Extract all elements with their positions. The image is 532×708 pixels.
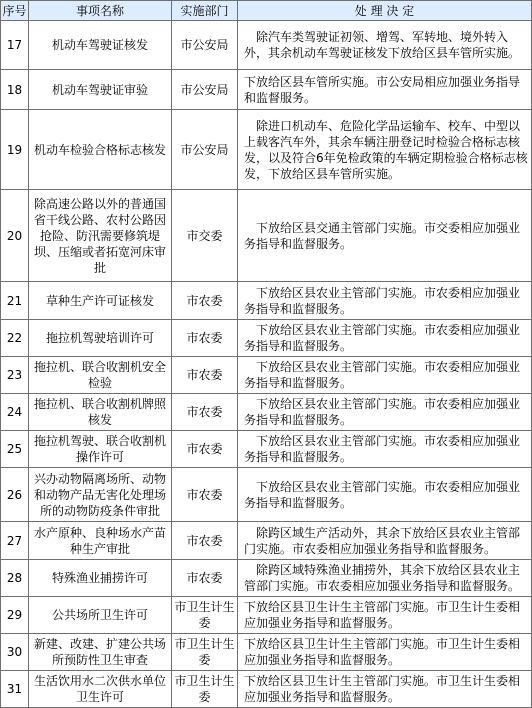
row-seq: 18 <box>1 70 29 110</box>
table-row <box>1 21 532 70</box>
table-row <box>1 431 532 468</box>
table-row <box>1 560 532 597</box>
row-department: 市农委 <box>172 357 238 394</box>
row-item-name: 拖拉机、联合收割机牌照核发 <box>29 394 172 431</box>
row-seq: 20 <box>1 190 29 282</box>
row-department: 市农委 <box>172 522 238 560</box>
row-seq: 31 <box>1 671 29 708</box>
row-item-name: 公共场所卫生许可 <box>29 597 172 634</box>
row-seq: 25 <box>1 431 29 468</box>
row-department: 市农委 <box>172 282 238 320</box>
row-item-name: 机动车驾驶证核发 <box>29 21 172 70</box>
table-row <box>1 110 532 190</box>
row-seq: 28 <box>1 560 29 597</box>
row-item-name: 机动车驾驶证审验 <box>29 70 172 110</box>
table-header-row <box>1 1 532 21</box>
header-department: 实施部门 <box>172 1 238 21</box>
table-row <box>1 357 532 394</box>
row-decision: 下放给区县农业主管部门实施。市农委相应加强业务指导和监督服务。 <box>238 394 532 431</box>
row-decision: 下放给区县农业主管部门实施。市农委相应加强业务指导和监督服务。 <box>238 282 532 320</box>
row-item-name: 水产原种、良种场水产苗种生产审批 <box>29 522 172 560</box>
row-department: 市公安局 <box>172 70 238 110</box>
row-item-name: 新建、改建、扩建公共场所预防性卫生审查 <box>29 634 172 671</box>
row-decision: 下放给区县卫生计生主管部门实施。市卫生计生委相应加强业务指导和监督服务。 <box>238 634 532 671</box>
header-item-name: 事项名称 <box>29 1 172 21</box>
row-item-name: 特殊渔业捕捞许可 <box>29 560 172 597</box>
row-seq: 17 <box>1 21 29 70</box>
table-row <box>1 522 532 560</box>
row-decision: 除汽车类驾驶证初领、增驾、军转地、境外转入外，其余机动车驾驶证核发下放给区县车管所实施。 <box>238 21 532 70</box>
row-decision: 下放给区县农业主管部门实施。市农委相应加强业务指导和监督服务。 <box>238 468 532 522</box>
row-department: 市公安局 <box>172 110 238 190</box>
row-department: 市农委 <box>172 320 238 357</box>
row-seq: 26 <box>1 468 29 522</box>
table-row <box>1 190 532 282</box>
row-decision: 下放给区县农业主管部门实施。市农委相应加强业务指导和监督服务。 <box>238 357 532 394</box>
row-department: 市卫生计生委 <box>172 671 238 708</box>
row-item-name: 除高速公路以外的普通国省干线公路、农村公路因抢险、防汛需要修筑堤坝、压缩或者拓宽河床审批 <box>29 190 172 282</box>
table-row <box>1 282 532 320</box>
row-seq: 19 <box>1 110 29 190</box>
row-item-name: 生活饮用水二次供水单位卫生许可 <box>29 671 172 708</box>
row-item-name: 机动车检验合格标志核发 <box>29 110 172 190</box>
row-seq: 27 <box>1 522 29 560</box>
header-decision: 处 理 决 定 <box>238 1 532 21</box>
row-item-name: 草种生产许可证核发 <box>29 282 172 320</box>
row-decision: 下放给区县卫生计生主管部门实施。市卫生计生委相应加强业务指导和监督服务。 <box>238 671 532 708</box>
row-item-name: 拖拉机驾驶、联合收割机操作许可 <box>29 431 172 468</box>
row-department: 市卫生计生委 <box>172 597 238 634</box>
row-decision: 下放给区县农业主管部门实施。市农委相应加强业务指导和监督服务。 <box>238 431 532 468</box>
table-row <box>1 634 532 671</box>
row-seq: 30 <box>1 634 29 671</box>
row-seq: 23 <box>1 357 29 394</box>
table-row <box>1 320 532 357</box>
row-department: 市农委 <box>172 468 238 522</box>
table-row <box>1 597 532 634</box>
row-decision: 除跨区域生产活动外，其余下放给区县农业主管部门实施。市农委相应加强业务指导和监督服务。 <box>238 522 532 560</box>
row-item-name: 兴办动物隔离场所、动物和动物产品无害化处理场所的动物防疫条件审批 <box>29 468 172 522</box>
row-seq: 21 <box>1 282 29 320</box>
header-seq: 序号 <box>1 1 29 21</box>
row-decision: 下放给区县交通主管部门实施。市交委相应加强业务指导和监督服务。 <box>238 190 532 282</box>
row-decision: 除进口机动车、危险化学品运输车、校车、中型以上载客汽车外，其余车辆注册登记时检验合格标志核发，以及符合6年免检政策的车辆定期检验合格标志核发，下放给区县车管所实施。 <box>238 110 532 190</box>
row-decision: 下放给区县农业主管部门实施。市农委相应加强业务指导和监督服务。 <box>238 320 532 357</box>
row-decision: 下放给区县车管所实施。市公安局相应加强业务指导和监督服务。 <box>238 70 532 110</box>
row-seq: 29 <box>1 597 29 634</box>
row-seq: 24 <box>1 394 29 431</box>
row-decision: 下放给区县卫生计生主管部门实施。市卫生计生委相应加强业务指导和监督服务。 <box>238 597 532 634</box>
row-department: 市公安局 <box>172 21 238 70</box>
row-item-name: 拖拉机驾驶培训许可 <box>29 320 172 357</box>
row-decision: 除跨区域特殊渔业捕捞外，其余下放给区县农业主管部门实施。市农委相应加强业务指导和监督服务。 <box>238 560 532 597</box>
row-department: 市农委 <box>172 394 238 431</box>
row-department: 市交委 <box>172 190 238 282</box>
row-item-name: 拖拉机、联合收割机安全检验 <box>29 357 172 394</box>
row-department: 市农委 <box>172 431 238 468</box>
table-row <box>1 468 532 522</box>
row-seq: 22 <box>1 320 29 357</box>
table-row <box>1 671 532 708</box>
table-row <box>1 70 532 110</box>
row-department: 市农委 <box>172 560 238 597</box>
table-row <box>1 394 532 431</box>
row-department: 市卫生计生委 <box>172 634 238 671</box>
